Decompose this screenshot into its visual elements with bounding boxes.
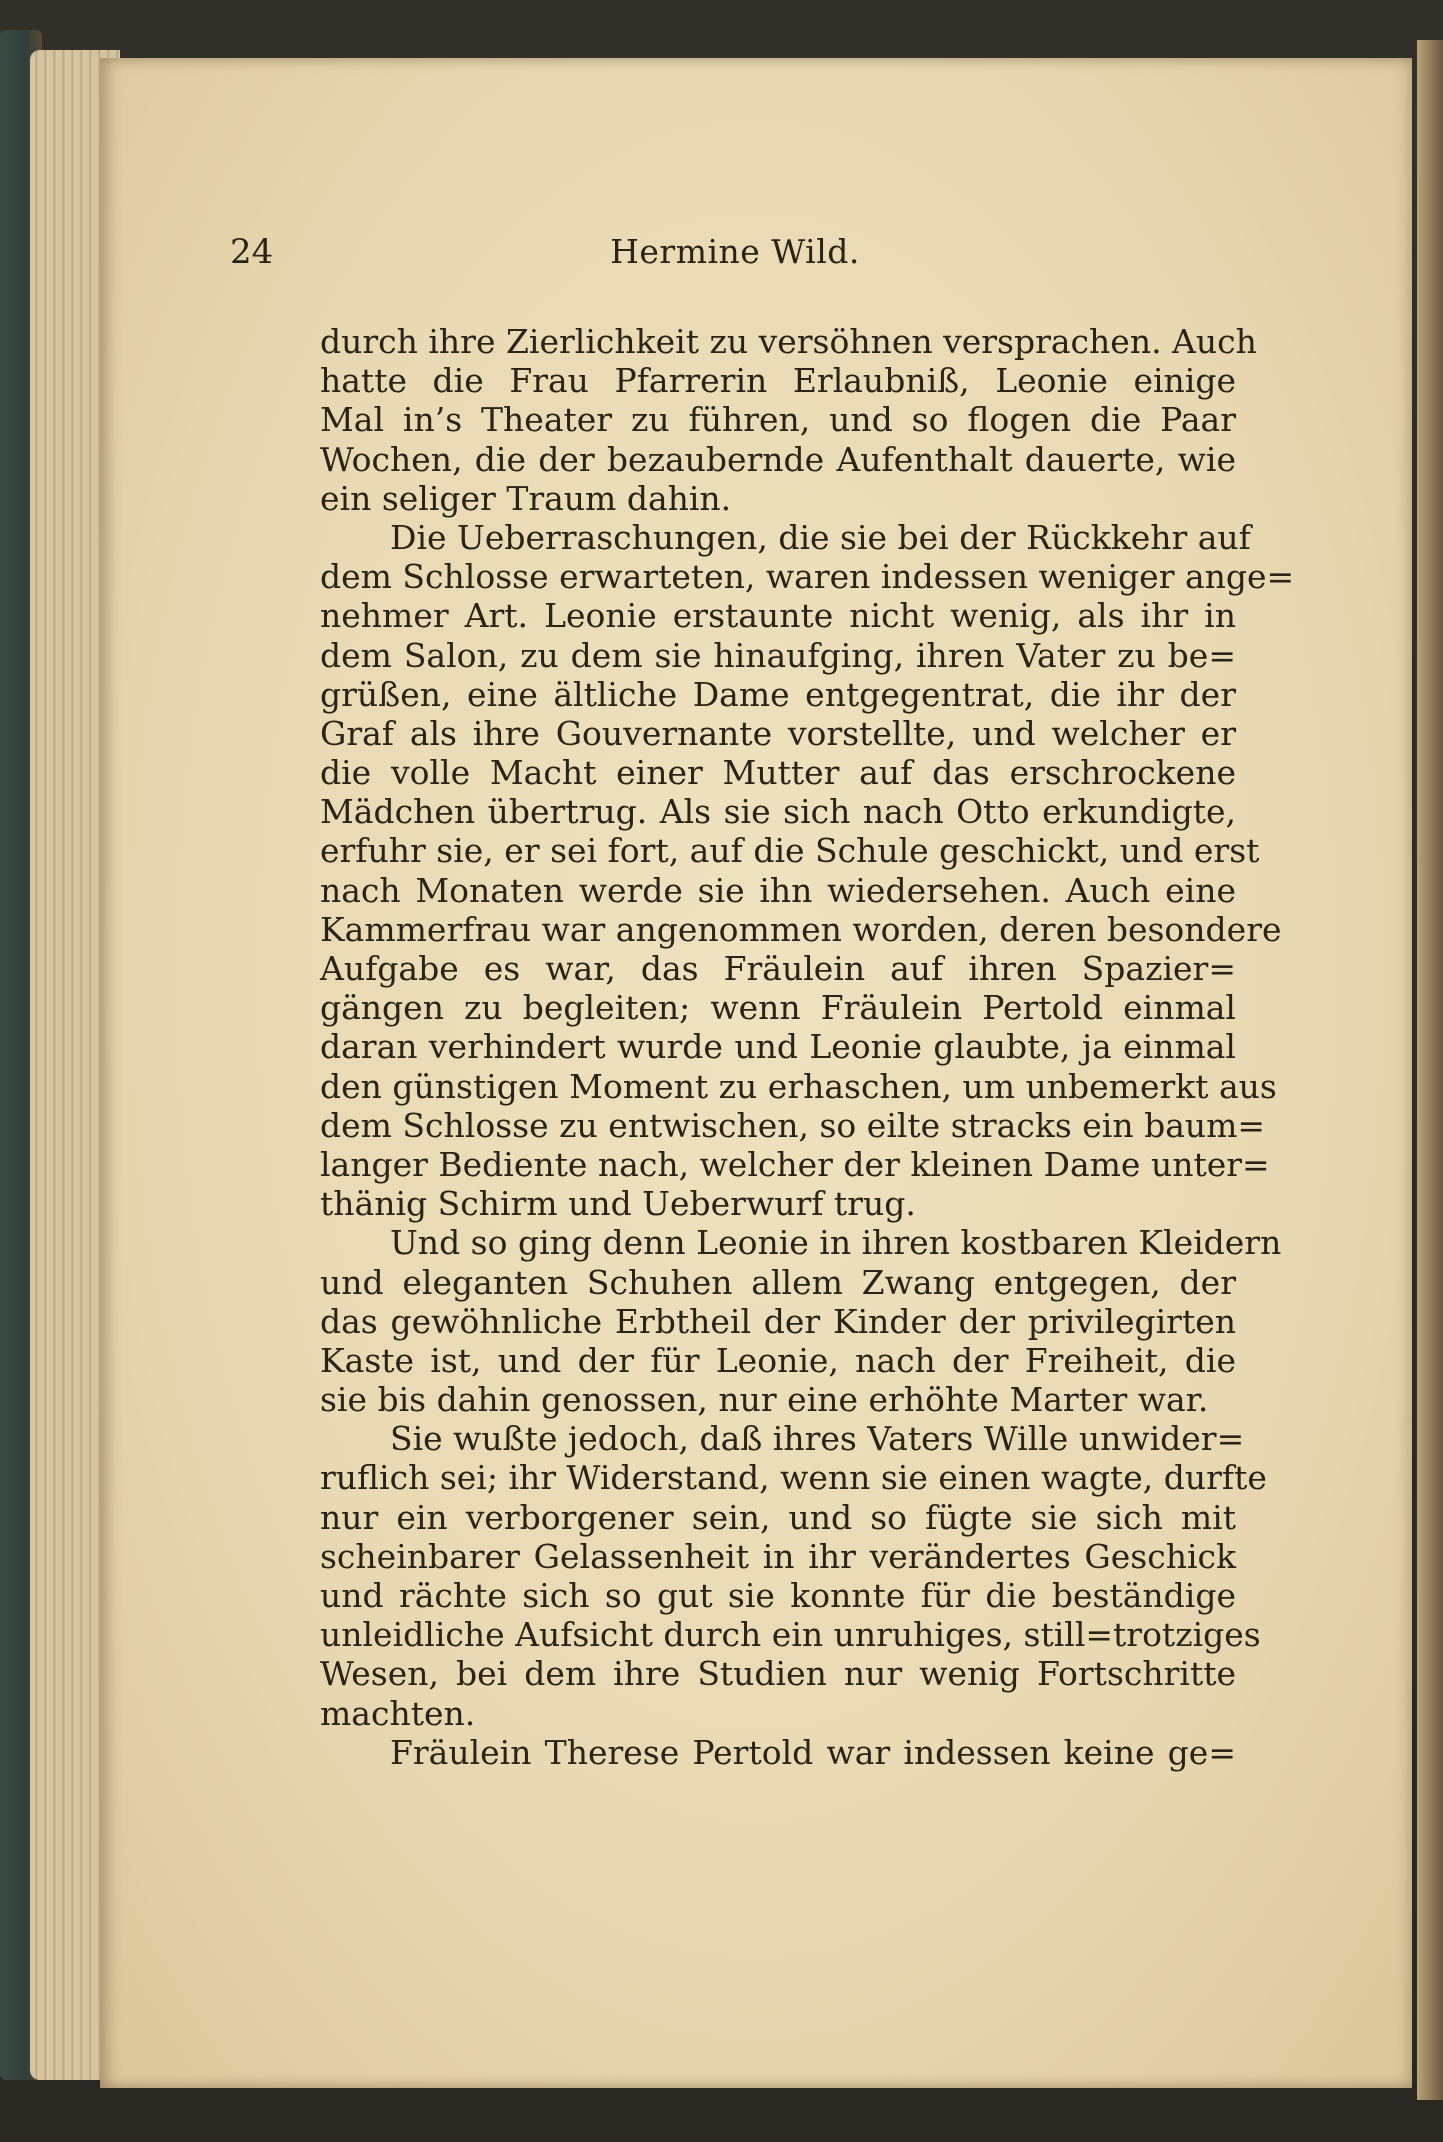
text-line: Aufgabe es war, das Fräulein auf ihren Spazier=: [320, 949, 1236, 988]
body-text: [320, 322, 1295, 1772]
text-line: Mal in’s Theater zu führen, und so flogen die Paar: [320, 400, 1236, 440]
book-cover-right: [1417, 40, 1443, 2100]
text-line: sie bis dahin genossen, nur eine erhöhte Marter war.: [320, 1380, 1209, 1420]
text-line: das gewöhnliche Erbtheil der Kinder der privilegirten: [320, 1301, 1236, 1341]
text-line: nehmer Art. Leonie erstaunte nicht wenig, als ihr in: [320, 596, 1236, 636]
text-line: ein seliger Traum dahin.: [320, 478, 732, 518]
text-line: und eleganten Schuhen allem Zwang entgegen, der: [320, 1262, 1236, 1302]
text-line: Wochen, die der bezaubernde Aufenthalt dauerte, wie: [320, 439, 1236, 479]
text-line: Kaste ist, und der für Leonie, nach der Freiheit, die: [320, 1340, 1236, 1380]
text-line: Und so ging denn Leonie in ihren kostbaren Kleidern: [390, 1223, 1282, 1263]
text-line: Wesen, bei dem ihre Studien nur wenig Fortschritte: [320, 1654, 1236, 1694]
text-line: dem Salon, zu dem sie hinaufging, ihren Vater zu be=: [320, 635, 1236, 675]
text-line: dem Schlosse zu entwischen, so eilte stracks ein baum=: [320, 1105, 1266, 1145]
text-line: nur ein verborgener sein, und so fügte sie sich mit: [320, 1497, 1236, 1537]
text-line: unleidliche Aufsicht durch ein unruhiges, still=trotziges: [320, 1615, 1261, 1655]
text-line: den günstigen Moment zu erhaschen, um unbemerkt aus: [320, 1066, 1277, 1106]
text-line: die volle Macht einer Mutter auf das erschrockene: [320, 753, 1236, 793]
text-line: und rächte sich so gut sie konnte für die beständige: [320, 1576, 1236, 1615]
text-line: grüßen, eine ältliche Dame entgegentrat, die ihr der: [320, 674, 1236, 714]
text-line: machten.: [320, 1693, 476, 1733]
text-line: Die Ueberraschungen, die sie bei der Rückkehr auf: [390, 517, 1251, 557]
text-line: nach Monaten werde sie ihn wiedersehen. Auch eine: [320, 870, 1236, 910]
page-header: [230, 232, 1240, 282]
text-line: dem Schlosse erwarteten, waren indessen weniger ange=: [320, 557, 1295, 597]
page-number: 24: [230, 232, 274, 272]
text-line: Graf als ihre Gouvernante vorstellte, und welcher er: [320, 713, 1236, 753]
text-line: ruflich sei; ihr Widerstand, wenn sie einen wagte, durfte: [320, 1458, 1267, 1498]
text-line: scheinbarer Gelassenheit in ihr verändertes Geschick: [320, 1536, 1236, 1576]
text-line: Mädchen übertrug. Als sie sich nach Otto erkundigte,: [320, 792, 1236, 832]
text-line: gängen zu begleiten; wenn Fräulein Pertold einmal: [320, 988, 1236, 1028]
text-line: erfuhr sie, er sei fort, auf die Schule geschickt, und erst: [320, 831, 1260, 871]
text-line: durch ihre Zierlichkeit zu versöhnen versprachen. Auch: [320, 322, 1257, 361]
running-title: Hermine Wild.: [610, 232, 860, 271]
text-line: daran verhindert wurde und Leonie glaubte, ja einmal: [320, 1027, 1236, 1067]
text-line: thänig Schirm und Ueberwurf trug.: [320, 1184, 916, 1224]
text-line: hatte die Frau Pfarrerin Erlaubniß, Leonie einige: [320, 361, 1236, 401]
text-line: Fräulein Therese Pertold war indessen keine ge=: [390, 1732, 1236, 1772]
text-line: langer Bediente nach, welcher der kleinen Dame unter=: [320, 1144, 1270, 1184]
text-line: Kammerfrau war angenommen worden, deren besondere: [320, 909, 1282, 949]
text-line: Sie wußte jedoch, daß ihres Vaters Wille unwider=: [390, 1419, 1245, 1459]
